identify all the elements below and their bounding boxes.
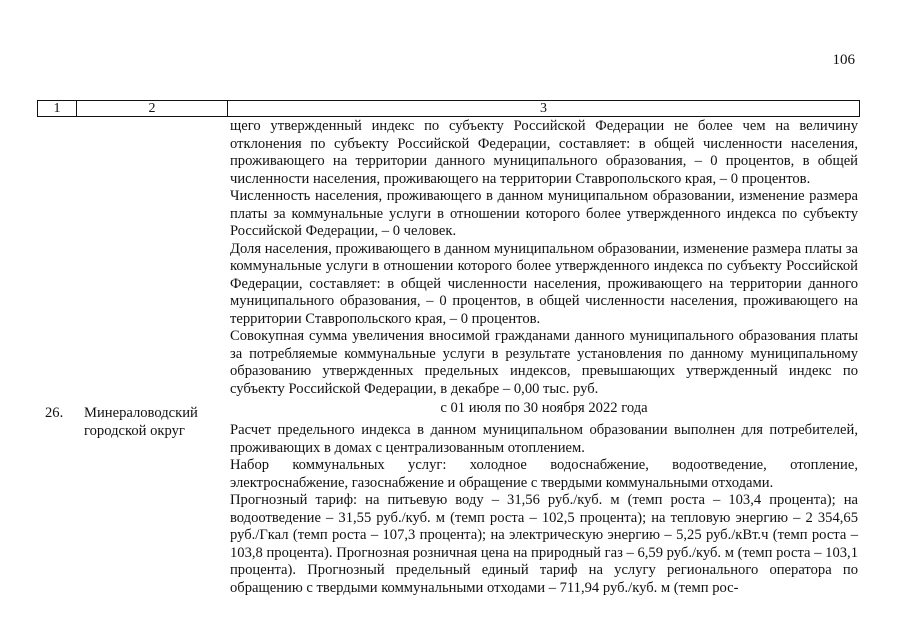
continuation-text-block: [230, 118, 858, 398]
column-header-table: [37, 100, 860, 117]
paragraph: Расчет предельного индекса в данном муниципальном образовании выполнен для потребителей, проживающих в домах с централизованным отоплением.: [230, 422, 858, 456]
paragraph: Численность населения, проживающего в данном муниципальном образовании, изменение размера платы за коммунальные услуги в отношении которого более утвержденного индекса по субъекту Российской Федерации, – 0 человек.: [230, 188, 858, 239]
column-header-row: [38, 101, 860, 117]
paragraph: щего утвержденный индекс по субъекту Российской Федерации не более чем на величину отклонения по субъекту Российской Федерации, составляет: в общей численности населения, проживающего на территории данного муниципального образования, – 0 процентов, в общей численности населения, проживающего на территории Ставропольского края, – 0 процентов.: [230, 118, 858, 187]
paragraph: Совокупная сумма увеличения вносимой гражданами данного муниципального образования платы за потребляемые коммунальные услуги в результате установления по данному муниципальному образованию утвержденных предельных индексов, превышающих утвержденный индекс по субъекту Российской Федерации, в декабре – 0,00 тыс. руб.: [230, 328, 858, 397]
paragraph: Прогнозный тариф: на питьевую воду – 31,56 руб./куб. м (темп роста – 103,4 процента); на водоотведение – 31,55 руб./куб. м (темп роста – 102,5 процента); на тепловую энергию – 2 354,65 руб./Гкал (темп роста – 107,3 процента); на электрическую энергию – 5,25 руб./кВт.ч (темп роста – 103,8 процента). Прогнозная розничная цена на природный газ – 6,59 руб./куб. м (темп роста – 103,1 процента). Прогнозный предельный единый тариф на услугу регионального оператора по обращению с твердыми коммунальными отходами – 711,94 руб./куб. м (темп рос-: [230, 492, 858, 596]
column-header-3: 3: [228, 101, 860, 117]
row-number: 26.: [45, 405, 64, 421]
period-heading: с 01 июля по 30 ноября 2022 года: [440, 400, 648, 416]
paragraph: Доля населения, проживающего в данном муниципальном образовании, изменение размера платы за коммунальные услуги в отношении которого более утвержденного индекса по субъекту Российской Федерации, составляет: в общей численности населения, проживающего на территории данного муниципального образования, – 0 процентов, в общей численности населения, проживающего на территории Ставропольского края, – 0 процентов.: [230, 240, 858, 327]
municipality-name: Минераловодский городской округ: [84, 405, 198, 439]
column-header-1: 1: [38, 101, 77, 117]
column-header-2: 2: [77, 101, 228, 117]
row26-text-block: [230, 422, 858, 597]
paragraph: Набор коммунальных услуг: холодное водоснабжение, водоотведение, отопление, электроснабжение, газоснабжение и обращение с твердыми коммунальными отходами.: [230, 457, 858, 491]
page-number: 106: [832, 52, 855, 68]
